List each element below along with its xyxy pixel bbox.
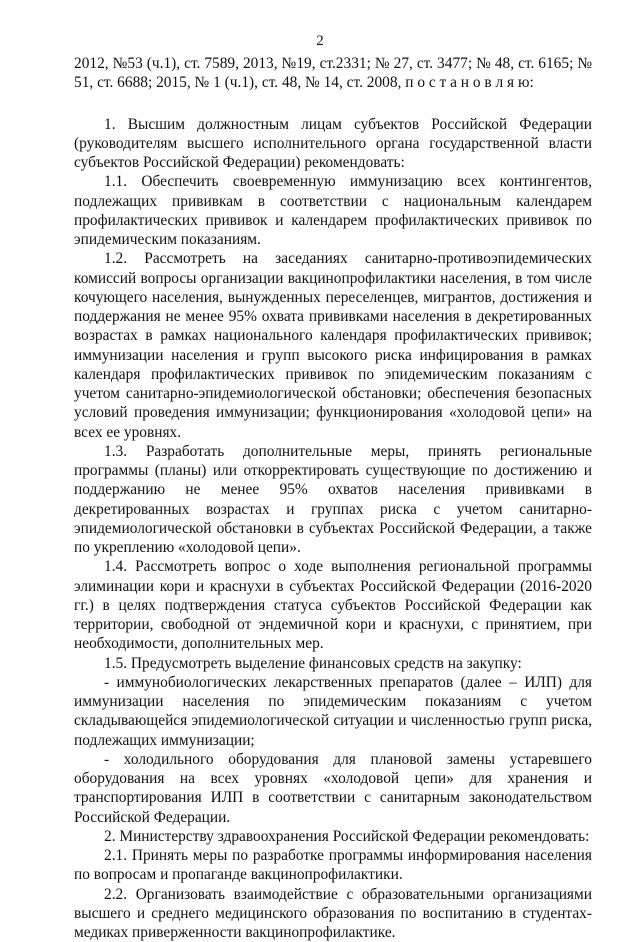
paragraph-1-5-item-ilp: - иммунобиологических лекарственных препаратов (далее – ИЛП) для иммунизации населения по эпидемическим показаниям с учетом складывающейся эпидемиологической ситуации и численностью групп риска, подлежащих иммунизации; [74,673,592,750]
paragraph-2: 2. Министерству здравоохранения Российской Федерации рекомендовать: [74,827,592,846]
paragraph-1-4: 1.4. Рассмотреть вопрос о ходе выполнения региональной программы элиминации кори и краснухи в субъектах Российской Федерации (2016-2020 гг.) в целях подтверждения статуса субъектов Российской Федерации как территории, свободной от эндемичной кори и краснухи, с принятием, при необходимости, дополнительных мер. [74,557,592,653]
paragraph-1-5-item-equipment: - холодильного оборудования для плановой замены устаревшего оборудования на всех уровнях «холодовой цепи» для хранения и транспортирования ИЛП в соответствии с санитарным законодательством Российской Федерации. [74,750,592,827]
page-number: 2 [0,32,640,50]
paragraph-2-1: 2.1. Принять меры по разработке программы информирования населения по вопросам и пропаганде вакцинопрофилактики. [74,846,592,885]
paragraph-1-2: 1.2. Рассмотреть на заседаниях санитарно-противоэпидемических комиссий вопросы организации вакцинопрофилактики населения, в том числе кочующего населения, вынужденных переселенцев, мигрантов, достижения и поддержания не менее 95% охвата прививками населения в декретированных возрастах в рамках национального календаря профилактических прививок; иммунизации населения и групп высокого риска инфицирования в рамках календаря профилактических прививок по эпидемическим показаниям с учетом санитарно-эпидемиологической обстановки; обеспечения безопасных условий проведения иммунизации; функционирования «холодовой цепи» на всех ее уровнях. [74,249,592,442]
paragraph-1: 1. Высшим должностным лицам субъектов Российской Федерации (руководителям высшего исполнительного органа государственной власти субъектов Российской Федерации) рекомендовать: [74,115,592,173]
intro-paragraph: 2012, №53 (ч.1), ст. 7589, 2013, №19, ст.2331; № 27, ст. 3477; № 48, ст. 6165; № 51, ст. 6688; 2015, № 1 (ч.1), ст. 48, № 14, ст. 2008, п о с т а н о в л я ю: [74,54,592,93]
paragraph-1-3: 1.3. Разработать дополнительные меры, принять региональные программы (планы) или откорректировать существующие по достижению и поддержанию не менее 95% охватов населения прививками в декретированных возрастах и группах риска с учетом санитарно-эпидемиологической обстановки в субъектах Российской Федерации, а также по укреплению «холодовой цепи». [74,442,592,558]
paragraph-1-5: 1.5. Предусмотреть выделение финансовых средств на закупку: [74,654,592,673]
paragraph-2-2: 2.2. Организовать взаимодействие с образовательными организациями высшего и среднего медицинского образования по воспитанию в студентах-медиках приверженности вакцинопрофилактике. [74,885,592,942]
paragraph-1-1: 1.1. Обеспечить своевременную иммунизацию всех контингентов, подлежащих прививкам в соответствии с национальным календарем профилактических прививок и календарем профилактических прививок по эпидемическим показаниям. [74,172,592,249]
document-body [74,54,592,942]
paragraph-gap [74,93,592,115]
